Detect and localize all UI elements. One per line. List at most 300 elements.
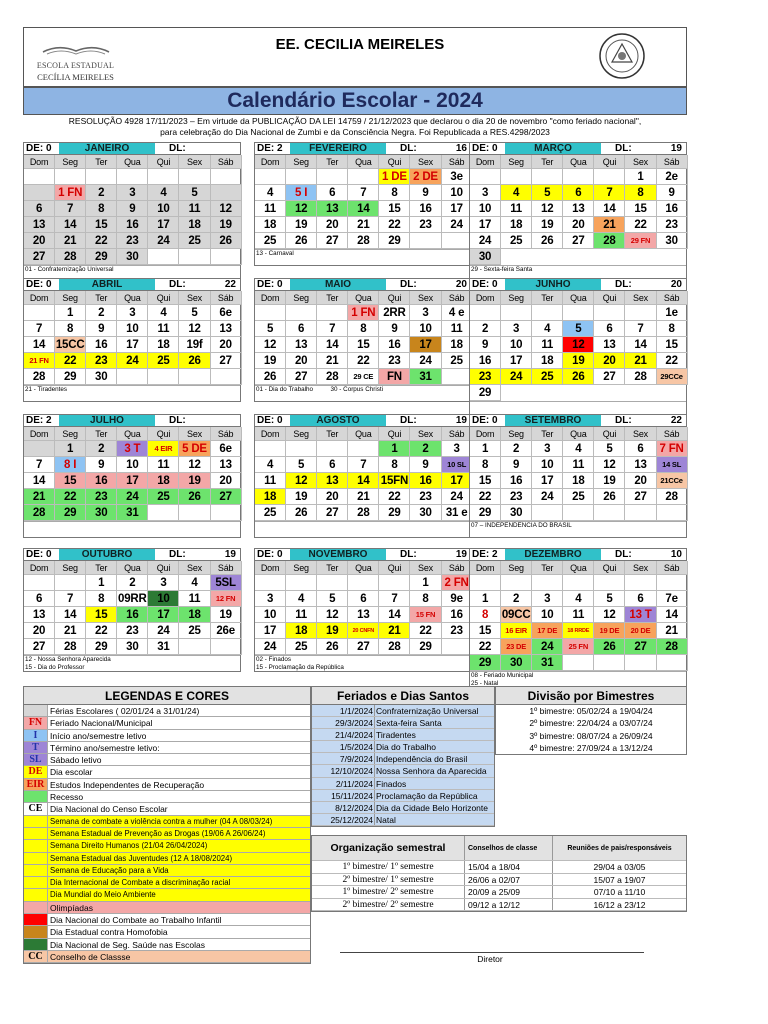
day-cell: 1 <box>470 441 501 457</box>
weekday-header: Seg <box>501 561 532 575</box>
day-cell: 15 <box>470 623 501 639</box>
day-cell: 29 <box>379 233 410 249</box>
day-cell: 11 <box>255 473 286 489</box>
day-cell: 15 <box>55 473 86 489</box>
month-de: DE: 0 <box>257 415 283 426</box>
day-cell: 9 <box>470 337 501 353</box>
day-cell: 7 <box>625 321 656 337</box>
weekday-header: Sex <box>179 427 210 441</box>
day-cell: 20 <box>317 489 348 505</box>
day-cell: 16 <box>410 473 441 489</box>
month-dl-label: DL: <box>400 415 417 426</box>
day-cell: 11 <box>442 321 473 337</box>
day-cell: 4 <box>148 185 179 201</box>
day-cell: 13 <box>594 337 625 353</box>
month-dl-label: DL: <box>615 143 632 154</box>
day-cell: 20 <box>625 473 656 489</box>
resolution-text <box>23 116 687 137</box>
day-cell: 1 <box>625 169 656 185</box>
bimestre-row: 1º bimestre: 05/02/24 a 19/04/24 <box>529 706 653 716</box>
day-cell: 7 <box>594 185 625 201</box>
day-cell: 6 <box>286 321 317 337</box>
weekday-header: Sex <box>410 427 441 441</box>
day-cell: 2 FN <box>442 575 473 591</box>
weekday-header: Seg <box>501 155 532 169</box>
legend-row <box>24 754 310 766</box>
day-cell: 18 RRDE <box>563 623 594 639</box>
day-cell: 17 <box>148 607 179 623</box>
weekday-header: Qua <box>117 291 148 305</box>
weekday-header: Sex <box>410 561 441 575</box>
month-8 <box>254 414 472 538</box>
month-header <box>255 549 471 561</box>
day-cell: 28 <box>657 489 688 505</box>
holiday-name: Independência do Brasil <box>376 754 468 765</box>
day-cell: 18 <box>148 473 179 489</box>
day-cell: 27 <box>211 353 242 369</box>
day-cell: 12 <box>594 607 625 623</box>
month-9 <box>469 414 687 538</box>
weekday-header: Sex <box>179 561 210 575</box>
legend-row <box>24 705 310 717</box>
day-cell: 27 <box>348 639 379 655</box>
day-cell: 1 <box>470 591 501 607</box>
day-cell: 20 <box>211 337 242 353</box>
weekday-header: Sex <box>625 291 656 305</box>
weekday-header: Seg <box>286 291 317 305</box>
month-dl-label: DL: <box>169 415 186 426</box>
legend-row <box>24 828 310 840</box>
org-meeting-dates: 07/10 a 11/10 <box>593 887 646 897</box>
month-dl-value: 19 <box>455 415 467 426</box>
org-meeting-dates: 16/12 a 23/12 <box>593 899 646 910</box>
day-cell <box>532 169 563 185</box>
logo-top-text: ESCOLA ESTADUAL <box>36 61 115 70</box>
legend-row <box>24 816 310 828</box>
month-header <box>24 415 240 427</box>
day-cell: 1e <box>657 305 688 321</box>
day-cell: 14 <box>24 473 55 489</box>
legend-swatch <box>24 926 48 937</box>
weekday-header: Seg <box>55 291 86 305</box>
day-cell: 20 <box>594 353 625 369</box>
holiday-name: Tiradentes <box>376 730 416 741</box>
month-header <box>24 143 240 155</box>
day-cell: 17 <box>470 217 501 233</box>
legend-label: Término ano/semestre letivo: <box>50 742 160 753</box>
weekday-header: Qui <box>148 427 179 441</box>
day-cell: 30 <box>410 505 441 521</box>
day-cell <box>317 305 348 321</box>
month-dl-value: 22 <box>670 415 682 426</box>
day-cell <box>470 575 501 591</box>
day-cell: 28 <box>24 369 55 385</box>
day-cell: 11 <box>563 457 594 473</box>
month-grid <box>470 427 686 521</box>
weekday-header: Qua <box>348 561 379 575</box>
day-cell: 15FN <box>379 473 410 489</box>
day-cell: 21 <box>348 489 379 505</box>
day-cell <box>657 655 688 671</box>
day-cell: 28 <box>657 639 688 655</box>
day-cell: 1 DE <box>379 169 410 185</box>
day-cell: 16 <box>501 473 532 489</box>
day-cell: 4 <box>286 591 317 607</box>
day-cell: 6 <box>24 201 55 217</box>
legend-swatch: FN <box>24 717 48 728</box>
day-cell: 21 <box>625 353 656 369</box>
legend-label: Dia escolar <box>50 767 93 778</box>
day-cell: 8 <box>410 591 441 607</box>
day-cell: 29 <box>379 505 410 521</box>
holiday-row <box>312 753 494 765</box>
holidays-title: Feriados e Dias Santos <box>312 687 494 705</box>
legend-swatch <box>24 877 48 888</box>
weekday-header: Sáb <box>211 155 242 169</box>
day-cell <box>179 169 210 185</box>
day-cell: 26 <box>286 505 317 521</box>
legend-row <box>24 853 310 865</box>
bimestres-table <box>495 686 687 755</box>
day-cell <box>563 655 594 671</box>
day-cell <box>348 169 379 185</box>
day-cell <box>379 575 410 591</box>
weekday-header: Qua <box>348 291 379 305</box>
day-cell: 5 <box>286 457 317 473</box>
day-cell: 25 <box>563 489 594 505</box>
weekday-header: Dom <box>255 427 286 441</box>
weekday-header: Qui <box>594 155 625 169</box>
day-cell: 24 <box>532 639 563 655</box>
weekday-header: Sáb <box>657 155 688 169</box>
day-cell: 5 <box>317 591 348 607</box>
day-cell: 26 <box>211 233 242 249</box>
month-dl-value: 20 <box>670 279 682 290</box>
day-cell: 25 <box>179 233 210 249</box>
weekday-header: Dom <box>24 427 55 441</box>
month-name: FEVEREIRO <box>290 143 386 154</box>
holiday-name: Nossa Senhora da Aparecida <box>376 766 487 777</box>
legend-swatch: CE <box>24 803 48 814</box>
legend-row <box>24 889 310 901</box>
day-cell: 26 <box>594 489 625 505</box>
day-cell: 29CCe <box>657 369 688 385</box>
day-cell <box>625 575 656 591</box>
legend-swatch <box>24 705 48 716</box>
weekday-header: Sáb <box>211 427 242 441</box>
day-cell: 25 <box>286 639 317 655</box>
day-cell: 14 <box>625 337 656 353</box>
month-note: 13 - Carnaval <box>255 249 471 265</box>
day-cell: 6e <box>211 305 242 321</box>
month-dl-value: 10 <box>670 549 682 560</box>
day-cell: 29 <box>410 639 441 655</box>
day-cell: 5 <box>594 441 625 457</box>
day-cell <box>255 575 286 591</box>
month-name: SETEMBRO <box>505 415 601 426</box>
day-cell: 18 <box>179 607 210 623</box>
holiday-date: 25/12/2024 <box>312 814 375 825</box>
day-cell: 26 <box>317 639 348 655</box>
day-cell <box>179 369 210 385</box>
org-semester: 1º bimestre/ 1º semestre <box>312 861 465 873</box>
legend-swatch: SL <box>24 754 48 765</box>
weekday-header: Ter <box>532 561 563 575</box>
legend-row <box>24 865 310 877</box>
day-cell <box>625 655 656 671</box>
weekday-header: Qua <box>117 155 148 169</box>
day-cell: 24 <box>410 353 441 369</box>
month-name: DEZEMBRO <box>505 549 601 560</box>
holiday-name: Natal <box>376 814 396 825</box>
day-cell <box>255 169 286 185</box>
day-cell: 8 <box>625 185 656 201</box>
day-cell: 26 <box>286 233 317 249</box>
legend-swatch: I <box>24 730 48 741</box>
holiday-name: Dia do Trabalho <box>376 742 437 753</box>
weekday-header: Ter <box>317 291 348 305</box>
day-cell: 30 <box>86 369 117 385</box>
day-cell: 30 <box>470 249 501 265</box>
day-cell: 25 <box>255 505 286 521</box>
day-cell: 20 <box>317 217 348 233</box>
month-grid <box>255 291 471 385</box>
month-grid <box>255 427 471 521</box>
day-cell <box>563 169 594 185</box>
day-cell: 21 <box>55 623 86 639</box>
month-grid <box>24 291 240 385</box>
holiday-row <box>312 705 494 717</box>
day-cell: 10 <box>410 321 441 337</box>
day-cell: 29 <box>470 655 501 671</box>
holiday-date: 12/10/2024 <box>312 765 375 776</box>
day-cell: 7 <box>55 591 86 607</box>
weekday-header: Ter <box>86 291 117 305</box>
day-cell: 11 <box>532 337 563 353</box>
org-council-dates: 15/04 a 18/04 <box>465 861 553 873</box>
day-cell: 20 CNFN <box>348 623 379 639</box>
day-cell: 9 <box>410 185 441 201</box>
day-cell: 10 <box>148 201 179 217</box>
holiday-date: 21/4/2024 <box>312 729 375 740</box>
day-cell: 26e <box>211 623 242 639</box>
month-header <box>470 143 686 155</box>
month-note: 08 - Feriado Municipal 25 - Natal <box>470 671 686 687</box>
day-cell: 7 <box>348 185 379 201</box>
month-de: DE: 0 <box>472 279 498 290</box>
month-de: DE: 0 <box>26 143 52 154</box>
day-cell: 5SL <box>211 575 242 591</box>
day-cell: 10 <box>117 321 148 337</box>
day-cell <box>625 505 656 521</box>
day-cell: 15 <box>348 337 379 353</box>
day-cell: 13 <box>317 473 348 489</box>
day-cell: 2 <box>86 441 117 457</box>
day-cell: 6 <box>625 441 656 457</box>
day-cell: 8 <box>86 591 117 607</box>
weekday-header: Qua <box>563 427 594 441</box>
day-cell: 16 <box>410 201 441 217</box>
day-cell: 1 FN <box>348 305 379 321</box>
day-cell: 28 <box>625 369 656 385</box>
day-cell: 24 <box>117 353 148 369</box>
legend-row <box>24 779 310 791</box>
holiday-name: Proclamação da República <box>376 790 478 801</box>
day-cell: 18 <box>501 217 532 233</box>
day-cell: 13 <box>211 321 242 337</box>
month-note <box>24 521 240 537</box>
day-cell: 24 <box>532 489 563 505</box>
day-cell: 7e <box>657 591 688 607</box>
day-cell: 30 <box>86 505 117 521</box>
day-cell: 21 <box>24 489 55 505</box>
weekday-header: Ter <box>86 561 117 575</box>
day-cell: 8 <box>657 321 688 337</box>
day-cell <box>470 305 501 321</box>
day-cell <box>501 575 532 591</box>
weekday-header: Dom <box>255 291 286 305</box>
day-cell: 9 <box>86 457 117 473</box>
day-cell: 21CCe <box>657 473 688 489</box>
day-cell: 4 <box>501 185 532 201</box>
month-dl-label: DL: <box>169 549 186 560</box>
day-cell: 25 <box>148 353 179 369</box>
day-cell: 5 <box>594 591 625 607</box>
day-cell: 13 T <box>625 607 656 623</box>
day-cell: 13 <box>286 337 317 353</box>
day-cell: 12 <box>179 321 210 337</box>
day-cell: 9 <box>379 321 410 337</box>
legend-label: Semana Estadual de Prevenção as Drogas (19/06 A 26/06/24) <box>48 828 310 839</box>
day-cell: 7 <box>379 591 410 607</box>
day-cell: 12 <box>286 473 317 489</box>
day-cell: 6 <box>317 185 348 201</box>
day-cell: 15 FN <box>410 607 441 623</box>
day-cell <box>657 505 688 521</box>
day-cell: 12 <box>286 201 317 217</box>
weekday-header: Sáb <box>657 427 688 441</box>
day-cell: 27 <box>24 639 55 655</box>
day-cell: 22 <box>86 233 117 249</box>
weekday-header: Sex <box>179 155 210 169</box>
day-cell: 6 <box>563 185 594 201</box>
day-cell: 7 <box>24 321 55 337</box>
legend-label: Recesso <box>50 792 84 803</box>
month-header <box>255 143 471 155</box>
weekday-header: Sex <box>179 291 210 305</box>
day-cell: 2 <box>470 321 501 337</box>
legend-row <box>24 730 310 742</box>
org-council-dates: 26/06 a 02/07 <box>465 874 553 886</box>
month-dl-label: DL: <box>169 279 186 290</box>
day-cell: 4 <box>148 305 179 321</box>
weekday-header: Dom <box>470 561 501 575</box>
month-de: DE: 0 <box>26 279 52 290</box>
weekday-header: Qui <box>148 291 179 305</box>
holiday-row <box>312 778 494 790</box>
day-cell: 2 <box>86 305 117 321</box>
day-cell: 14 <box>24 337 55 353</box>
weekday-header: Seg <box>286 561 317 575</box>
day-cell: 27 <box>317 233 348 249</box>
month-dl-label: DL: <box>400 549 417 560</box>
day-cell <box>501 169 532 185</box>
day-cell: 18 <box>532 353 563 369</box>
bimestre-row: 3º bimestre: 08/07/24 a 26/09/24 <box>529 730 653 741</box>
day-cell: 9 <box>410 457 441 473</box>
org-council-dates: 20/09 a 25/09 <box>465 886 553 898</box>
day-cell: 25 <box>179 623 210 639</box>
day-cell <box>211 369 242 385</box>
weekday-header: Seg <box>55 561 86 575</box>
day-cell: 14 <box>594 201 625 217</box>
weekday-header: Ter <box>317 155 348 169</box>
day-cell: 27 <box>317 505 348 521</box>
day-cell: 23 <box>86 489 117 505</box>
org-semester: 2º bimestre/ 1º semestre <box>312 874 465 886</box>
day-cell: 5 <box>563 321 594 337</box>
day-cell: 4 e <box>442 305 473 321</box>
day-cell: 21 <box>657 623 688 639</box>
day-cell: 13 <box>348 607 379 623</box>
day-cell: 23 <box>410 217 441 233</box>
weekday-header: Dom <box>24 291 55 305</box>
day-cell <box>148 249 179 265</box>
day-cell: 18 <box>148 337 179 353</box>
day-cell: 13 <box>24 217 55 233</box>
month-de: DE: 0 <box>257 279 283 290</box>
day-cell: 11 <box>286 607 317 623</box>
day-cell: 19 <box>211 217 242 233</box>
day-cell: 5 <box>532 185 563 201</box>
day-cell: 3 <box>501 321 532 337</box>
holiday-row <box>312 802 494 814</box>
day-cell <box>442 369 473 385</box>
day-cell: 17 <box>442 201 473 217</box>
legend-swatch <box>24 914 48 925</box>
day-cell: 7 <box>348 457 379 473</box>
day-cell: 5 <box>179 185 210 201</box>
month-de: DE: 2 <box>257 143 283 154</box>
day-cell: 2 <box>501 591 532 607</box>
weekday-header: Sáb <box>211 291 242 305</box>
day-cell: 19 <box>594 473 625 489</box>
org-col-councils: Conselhos de classe <box>465 836 553 860</box>
day-cell: 20 <box>211 473 242 489</box>
day-cell: 27 <box>594 369 625 385</box>
day-cell: 24 <box>501 369 532 385</box>
month-note: 07 – INDEPENDENCIA DO BRASIL <box>470 521 686 537</box>
holiday-row <box>312 765 494 777</box>
month-11 <box>254 548 472 672</box>
weekday-header: Qua <box>563 291 594 305</box>
day-cell: 19 <box>286 489 317 505</box>
day-cell: 21 FN <box>24 353 55 369</box>
day-cell: 11 <box>563 607 594 623</box>
day-cell: 31 <box>410 369 441 385</box>
day-cell: 2 <box>117 575 148 591</box>
holiday-date: 2/11/2024 <box>312 778 375 789</box>
day-cell: 8 <box>348 321 379 337</box>
day-cell: 16 <box>117 607 148 623</box>
legend-swatch <box>24 902 48 913</box>
day-cell: 28 <box>594 233 625 249</box>
day-cell: 8 <box>379 185 410 201</box>
weekday-header: Sáb <box>442 291 473 305</box>
day-cell <box>657 575 688 591</box>
day-cell: 10 <box>148 591 179 607</box>
day-cell: 14 <box>348 473 379 489</box>
